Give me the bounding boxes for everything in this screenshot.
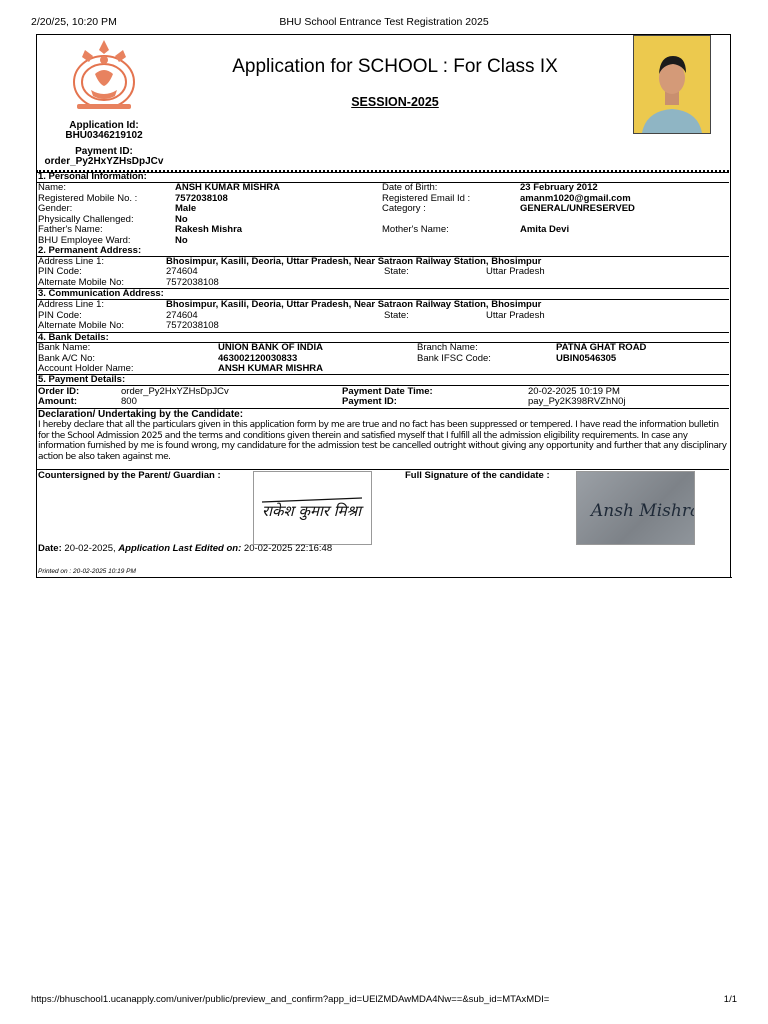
- father-name-value: Rakesh Mishra: [175, 224, 243, 235]
- name-value: ANSH KUMAR MISHRA: [175, 182, 281, 193]
- employee-ward-label: BHU Employee Ward:: [38, 234, 131, 246]
- comm-pin-value: 274604: [166, 309, 198, 321]
- application-id-value: BHU0346219102: [65, 130, 143, 141]
- perm-address-value: Bhosimpur, Kasili, Deoria, Uttar Pradesh, Near Satraon Railway Station, Bhosimpur: [166, 255, 542, 267]
- form-date-label: Date:: [38, 543, 62, 554]
- payment-datetime-value: 20-02-2025 10:19 PM: [528, 385, 620, 397]
- bank-section-title: 4. Bank Details:: [38, 331, 109, 343]
- permanent-section-title: 2. Permanent Address:: [38, 245, 142, 256]
- perm-pin-value: 274604: [166, 266, 198, 277]
- candidate-signature-label: Full Signature of the candidate :: [405, 470, 550, 481]
- bank-name-value: UNION BANK OF INDIA: [218, 342, 324, 353]
- perm-pin-label: PIN Code:: [38, 266, 82, 277]
- candidate-photo: [633, 35, 711, 134]
- university-logo-icon: [65, 38, 143, 114]
- branch-name-label: Branch Name:: [417, 342, 478, 353]
- print-datetime: 2/20/25, 10:20 PM: [31, 16, 117, 28]
- form-date-line: [38, 544, 332, 555]
- amount-label: Amount:: [38, 396, 78, 407]
- comm-state-value: Uttar Pradesh: [486, 309, 545, 321]
- candidate-signature-image: [576, 471, 695, 545]
- divider: [36, 374, 729, 375]
- dob-value: 23 February 2012: [520, 182, 598, 193]
- parent-signature-icon: [254, 472, 371, 544]
- perm-alt-mobile-value: 7572038108: [166, 276, 219, 288]
- amount-value: 800: [121, 396, 137, 407]
- comm-state-label: State:: [384, 309, 409, 321]
- divider: [36, 332, 729, 333]
- order-id-label: Order ID:: [38, 385, 80, 397]
- communication-section-title: 3. Communication Address:: [38, 288, 164, 299]
- dob-label: Date of Birth:: [382, 182, 438, 193]
- candidate-signature-icon: [577, 472, 694, 544]
- parent-signature-image: [253, 471, 372, 545]
- comm-alt-mobile-label: Alternate Mobile No:: [38, 320, 125, 331]
- footer-divider: [36, 577, 732, 578]
- payment-id-label: Payment ID:: [75, 146, 133, 157]
- form-date-value: 20-02-2025,: [64, 543, 116, 554]
- perm-address-label: Address Line 1:: [38, 255, 105, 267]
- mobile-label: Registered Mobile No. :: [38, 192, 138, 204]
- comm-pin-label: PIN Code:: [38, 309, 82, 321]
- category-value: GENERAL/UNRESERVED: [520, 203, 635, 214]
- comm-alt-mobile-value: 7572038108: [166, 320, 219, 331]
- print-page-title: BHU School Entrance Test Registration 2025: [279, 16, 489, 28]
- email-label: Registered Email Id :: [382, 192, 471, 204]
- declaration-title: Declaration/ Undertaking by the Candidate:: [38, 409, 244, 420]
- print-url: https://bhuschool1.ucanapply.com/univer/public/preview_and_confirm?app_id=UElZMDAwMDA4Nw==&sub_id=MTAxMDI=: [31, 994, 550, 1005]
- declaration-text: I hereby declare that all the particulars given in this application form by me are true and no fact has been suppressed or tempered. I have read the information bulletin for the School Admission 2025 and the terms and conditions given therein and satisfied myself that I fulfill all the admission eligibility requirements. In case any information furnished by me is found wrong, my candidature for the admission test be cancelled outright without giving any opportunity and further that any disciplinary action be also taken against me.: [38, 420, 727, 462]
- payment-id-value: order_Py2HxYZHsDpJCv: [44, 156, 164, 167]
- category-label: Category :: [382, 203, 426, 214]
- physically-challenged-label: Physically Challenged:: [38, 213, 134, 225]
- last-edited-value: 20-02-2025 22:16:48: [243, 543, 333, 554]
- father-name-label: Father's Name:: [38, 224, 103, 235]
- print-page-count: 1/1: [723, 994, 737, 1005]
- session-label: SESSION-2025: [351, 95, 439, 109]
- comm-address-label: Address Line 1:: [38, 299, 105, 310]
- parent-signature-label: Countersigned by the Parent/ Guardian :: [38, 470, 221, 481]
- physically-challenged-value: No: [175, 213, 188, 225]
- payment-datetime-label: Payment Date Time:: [342, 385, 433, 397]
- page-title: Application for SCHOOL : For Class IX: [232, 56, 558, 77]
- gender-value: Male: [175, 203, 197, 214]
- account-holder-label: Account Holder Name:: [38, 363, 134, 374]
- account-holder-value: ANSH KUMAR MISHRA: [218, 363, 324, 374]
- ifsc-value: UBIN0546305: [556, 352, 617, 364]
- parent-signature-text: राकेश कुमार मिश्रा: [262, 502, 362, 520]
- mother-name-value: Amita Devi: [520, 224, 570, 235]
- application-id-label: Application Id:: [69, 120, 139, 131]
- comm-address-value: Bhosimpur, Kasili, Deoria, Uttar Pradesh, Near Satraon Railway Station, Bhosimpur: [166, 299, 542, 310]
- account-number-label: Bank A/C No:: [38, 352, 96, 364]
- account-number-value: 463002120030833: [218, 352, 298, 364]
- perm-state-value: Uttar Pradesh: [486, 266, 545, 277]
- perm-alt-mobile-label: Alternate Mobile No:: [38, 276, 125, 288]
- order-id-value: order_Py2HxYZHsDpJCv: [121, 385, 229, 397]
- email-value: amanm1020@gmail.com: [520, 192, 631, 204]
- payment-id-value-2: pay_Py2K398RVZhN0j: [528, 396, 626, 407]
- bank-name-label: Bank Name:: [38, 342, 91, 353]
- mobile-value: 7572038108: [175, 192, 228, 204]
- perm-state-label: State:: [384, 266, 409, 277]
- branch-name-value: PATNA GHAT ROAD: [556, 342, 647, 353]
- payment-id-label-2: Payment ID:: [342, 396, 397, 407]
- ifsc-label: Bank IFSC Code:: [417, 352, 491, 364]
- last-edited-label: Application Last Edited on:: [118, 543, 242, 554]
- employee-ward-value: No: [175, 234, 188, 246]
- candidate-signature-text: Ansh Mishra: [591, 501, 694, 521]
- mother-name-label: Mother's Name:: [382, 224, 449, 235]
- payment-section-title: 5. Payment Details:: [38, 374, 126, 385]
- name-label: Name:: [38, 182, 66, 193]
- printed-on: Printed on : 20-02-2025 10:19 PM: [38, 568, 136, 575]
- personal-section-title: 1. Personal Information:: [38, 171, 147, 182]
- gender-label: Gender:: [38, 203, 73, 214]
